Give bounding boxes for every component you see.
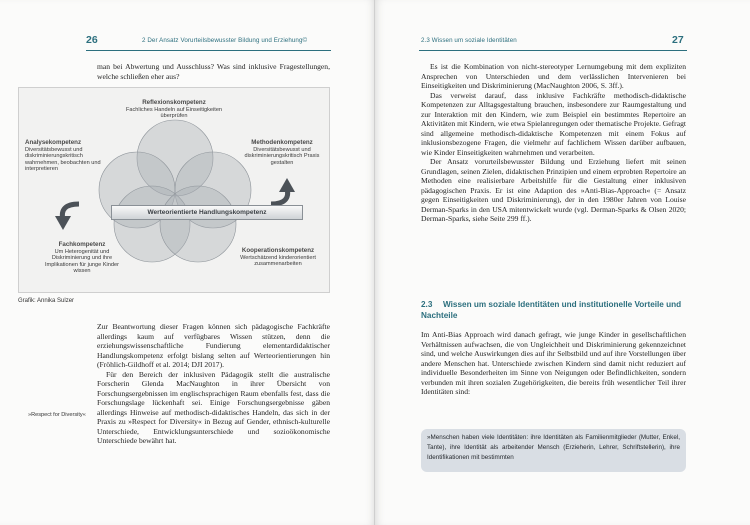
running-head-right: 2.3 Wissen um soziale Identitäten <box>421 37 517 44</box>
section-title: Wissen um soziale Identitäten und institutionelle Vorteile und Nachteile <box>421 300 682 320</box>
running-head-left: 2 Der Ansatz Vorurteilsbewusster Bildung und Erziehung© <box>142 37 308 44</box>
title-kooperation: Kooperationskompetenz <box>241 247 315 254</box>
circle-kooperation <box>160 186 236 262</box>
paragraph: Es ist die Kombination von nicht-stereotyper Lernumgebung mit dem expliziten Ansprechen von Unterschieden und dem verlässlichen Intervenieren bei Einseitigkeiten und Diskriminierung (MacNaughton 2006, S. 3ff.). <box>421 62 686 90</box>
paragraph: Zur Beantwortung dieser Fragen können sich pädagogische Fachkräfte allerdings kaum auf verfügbares Wissen stützen, denn die erziehungswissenschaftliche Fundierung elementardidaktischer Handlungskompetenz erfolgt bislang selten auf Werteorientierungen hin (Fröhlich-Gildhoff et al. 2014; DJI 2017). <box>97 322 330 369</box>
title-methoden: Methodenkompetenz <box>251 139 313 146</box>
header-rule-right <box>419 50 687 51</box>
left-top-text <box>97 62 330 81</box>
label-fach <box>41 242 123 275</box>
right-body-text <box>421 62 686 224</box>
arrow-left-head <box>55 216 71 230</box>
section-number: 2.3 <box>421 300 433 309</box>
paragraph: man bei Abwertung und Ausschluss? Was sind inklusive Fragestellungen, welche schließen eher aus? <box>97 62 330 81</box>
left-body-text <box>97 322 330 446</box>
text-kooperation: Wertschätzend kinderorientiert zusammenarbeiten <box>240 254 316 268</box>
text-methoden: Diversitätsbewusst und diskriminierungskritisch Praxis gestalten <box>244 146 320 166</box>
label-methoden <box>237 140 327 166</box>
paragraph: Für den Bereich der inklusiven Pädagogik stellt die australische Forscherin Glenda MacNaughton in ihrer Übersicht von Forschungsergebnissen im englischsprachigen Raum ebenfalls fest, dass die Forschungslage lückenhaft sei. Einige Forschungsergebnisse gäben allerdings Hinweise auf methodisch-didaktisches Handeln, das sich in der Praxis zu »Respect for Diversity« in Bezug auf Gender, ethnisch-kulturelle Unterschiede, Entwicklungsunterschiede und sozioökonomische Unterschiede bewährt hat. <box>97 369 330 445</box>
text-fach: Um Heterogenität und Diskriminierung und ihre Implikationen für junge Kinder wissen <box>44 248 119 275</box>
arrow-right-head <box>279 178 295 192</box>
figure-caption: Grafik: Annika Sulzer <box>18 298 75 304</box>
page-number-right: 27 <box>672 34 684 46</box>
section-body-text <box>421 330 686 397</box>
label-analyse <box>25 140 117 173</box>
title-analyse: Analysekompetenz <box>25 139 82 146</box>
section-heading <box>421 299 686 321</box>
paragraph: Der Ansatz vorurteilsbewusster Bildung und Erziehung liefert mit seinen Grundlagen, seinen Zielen, didaktischen Prinzipien und einem erprobten Repertoire an Methoden eine realisierbare Arbeitshilfe für die Gestaltung einer inklusiven pädagogischen Praxis. Er ist eine Adaption des »Anti-Bias-Approach« (= Ansatz gegen Einseitigkeiten und Diskriminierung), der in den 1980er Jahren von Louise Derman-Sparks in den USA mitentwickelt wurde (vgl. Derman-Sparks & Olsen 2020; Derman-Sparks, siehe Seite 299 ff.). <box>421 157 686 223</box>
label-kooperation <box>231 248 325 268</box>
label-reflexion <box>122 100 226 120</box>
title-reflexion: Reflexionskompetenz <box>142 99 206 106</box>
text-analyse: Diversitätsbewusst und diskriminierungskritisch wahrnehmen, beobachten und interpretieren <box>25 146 101 173</box>
page-number-left: 26 <box>86 34 98 46</box>
center-banner: Werteorientierte Handlungskompetenz <box>111 205 303 220</box>
text-reflexion: Fachliches Handeln auf Einseitigkeiten überprüfen <box>125 106 223 120</box>
quote-box: »Menschen haben viele Identitäten: ihre Identitäten als Familienmitglieder (Mutter, Enkel, Tante), ihre Identität als arbeitender Mensch (Erzieherin, Lehrer, Schriftstellerin), ihre Identifikationen mit bestimmten <box>421 429 686 472</box>
title-fach: Fachkompetenz <box>58 241 106 248</box>
paragraph: Im Anti-Bias Approach wird danach gefragt, wie junge Kinder in gesellschaftlichen Verhältnissen aufwachsen, die von Ungleichheit und Diskriminierung gekennzeichnet sind, und welche Auswirkungen dies auf ihr Selbstbild und auf ihre Vorstellungen über andere Menschen hat. Unterschiede zwischen Kindern sind damit nicht reduziert auf individuelle Besonderheiten im Sinne von Neigungen oder Befindlichkeiten, sondern verbunden mit ihren sozialen Zugehörigkeiten, die bereits früh wesentlicher Teil ihrer Identitäten sind: <box>421 330 686 396</box>
margin-note: »Respect for Diversity« <box>28 412 86 418</box>
competency-diagram <box>18 87 330 293</box>
paragraph: Das verweist darauf, dass inklusive Fachkräfte methodisch-didaktische Kompetenzen zur Alltagsgestaltung brauchen, insbesondere zur Raumgestaltung und zur Interaktion mit den Kindern, wie zum Beispiel ein bestimmtes Repertoire an Aktivitäten mit Kindern, wie etwa Spielanregungen oder thematische Projekte. Gefragt sind allgemeine methodisch-didaktische Kompetenzen mit einem Fokus auf inklusionsbezogene Fragen, die vielmehr auf fachlichem Wissen darüber aufbauen, wie Kinder Einseitigkeiten wahrnehmen und verarbeiten. <box>421 90 686 157</box>
header-rule-left <box>86 50 331 51</box>
